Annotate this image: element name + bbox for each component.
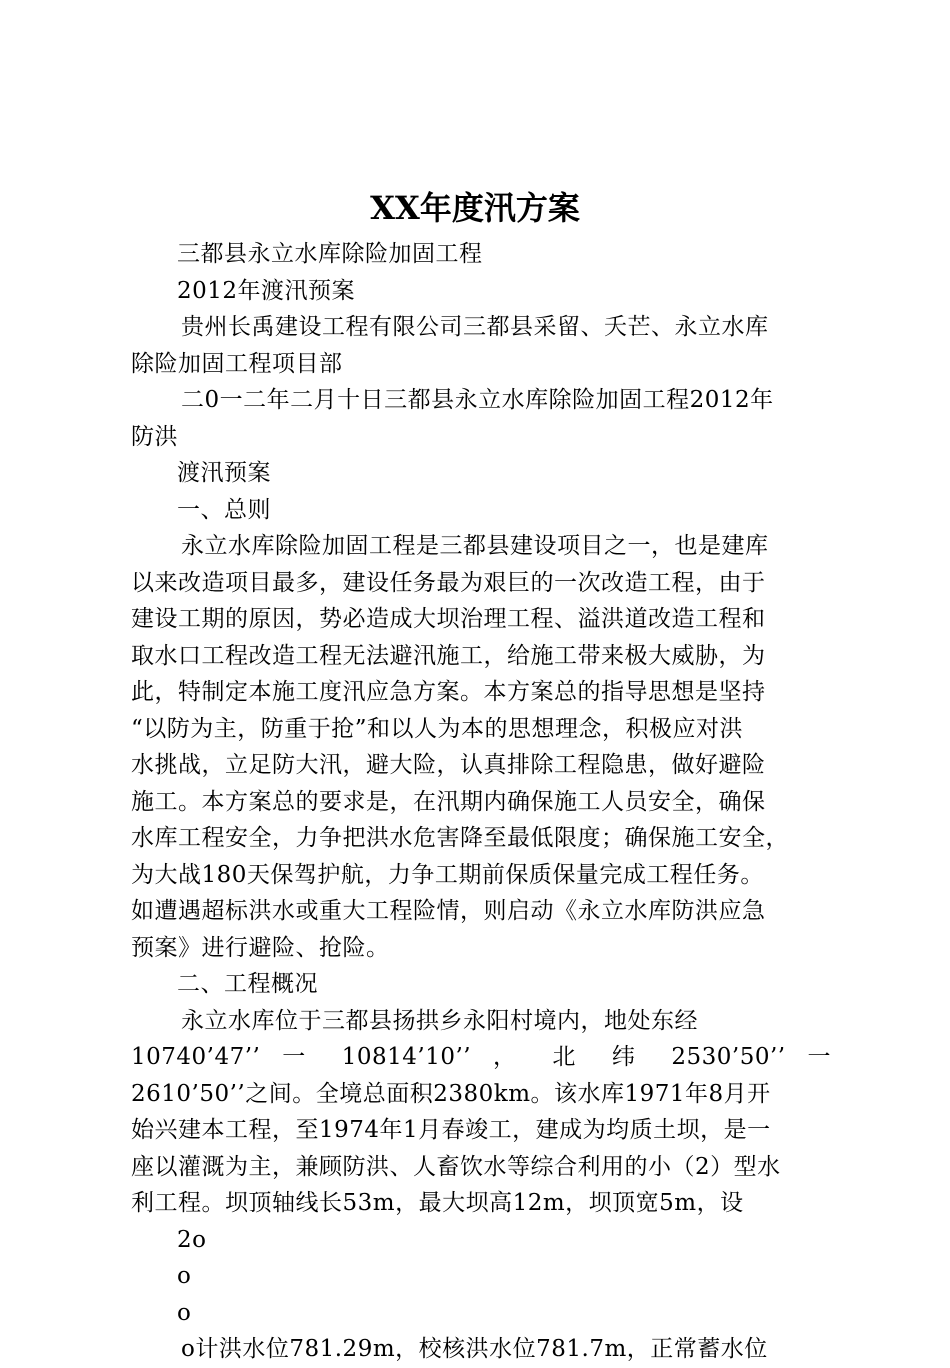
paragraph-line: 预案》进行避险、抢险。 — [131, 934, 390, 961]
date-line-cont: 防洪 — [131, 423, 178, 450]
subtitle-project: 三都县永立水库除险加固工程 — [177, 241, 483, 267]
document-title: XX年度汛方案 — [370, 189, 580, 227]
company-line: 贵州长禹建设工程有限公司三都县采留、夭芒、永立水库 — [181, 314, 769, 340]
paragraph-line: 永立水库位于三都县扬拱乡永阳村境内，地处东经 — [181, 1007, 698, 1034]
paragraph-line: 永立水库除险加固工程是三都县建设项目之一，也是建库 — [181, 533, 769, 559]
paragraph-line: 如遭遇超标洪水或重大工程险情，则启动《永立水库防洪应急 — [131, 898, 766, 924]
stray-text-line: o — [177, 1263, 192, 1289]
paragraph-line: 水库工程安全，力争把洪水危害降至最低限度；确保施工安全， — [131, 825, 789, 851]
stray-text-line: 2o — [177, 1226, 207, 1253]
paragraph-line: 10740’47’’ 一 10814’10’’ ， 北 纬 2530’50’’ 一 — [131, 1044, 831, 1070]
paragraph-line: 2610’50’’之间。全境总面积2380km。该水库1971年8月开 — [131, 1080, 771, 1107]
section-heading-overview: 二、工程概况 — [177, 971, 318, 997]
paragraph-line: 始兴建本工程，至1974年1月春竣工，建成为均质土坝，是一 — [131, 1117, 771, 1143]
paragraph-line: “以防为主，防重于抢”和以人为本的思想理念，积极应对洪 — [131, 715, 744, 742]
paragraph-line: 建设工期的原因，势必造成大坝治理工程、溢洪道改造工程和 — [131, 606, 766, 632]
paragraph-line: 施工。本方案总的要求是，在汛期内确保施工人员安全，确保 — [131, 788, 766, 815]
section-heading-general: 一、总则 — [177, 496, 271, 523]
paragraph-line: 座以灌溉为主，兼顾防洪、人畜饮水等综合利用的小（2）型水 — [131, 1153, 781, 1180]
paragraph-line: 为大战180天保驾护航，力争工期前保质保量完成工程任务。 — [131, 861, 764, 888]
plan-label: 渡汛预案 — [177, 460, 271, 486]
date-line: 二0一二年二月十日三都县永立水库除险加固工程2012年 — [181, 387, 774, 413]
document-body — [131, 236, 831, 1368]
paragraph-line: 利工程。坝顶轴线长53m，最大坝高12m，坝顶宽5m，设 — [131, 1190, 744, 1216]
paragraph-line: o计洪水位781.29m，校核洪水位781.7m，正常蓄水位 — [181, 1336, 768, 1362]
paragraph-line: 此，特制定本施工度汛应急方案。本方案总的指导思想是坚持 — [131, 679, 766, 705]
subtitle-plan: 2012年渡汛预案 — [177, 277, 356, 304]
paragraph-line: 以来改造项目最多，建设任务最为艰巨的一次改造工程，由于 — [131, 569, 766, 596]
paragraph-line: 水挑战，立足防大汛，避大险，认真排除工程隐患，做好避险 — [131, 752, 766, 778]
paragraph-line: 取水口工程改造工程无法避汛施工，给施工带来极大威胁，为 — [131, 642, 766, 669]
stray-text-line: o — [177, 1299, 192, 1326]
company-line-cont: 除险加固工程项目部 — [131, 350, 343, 377]
